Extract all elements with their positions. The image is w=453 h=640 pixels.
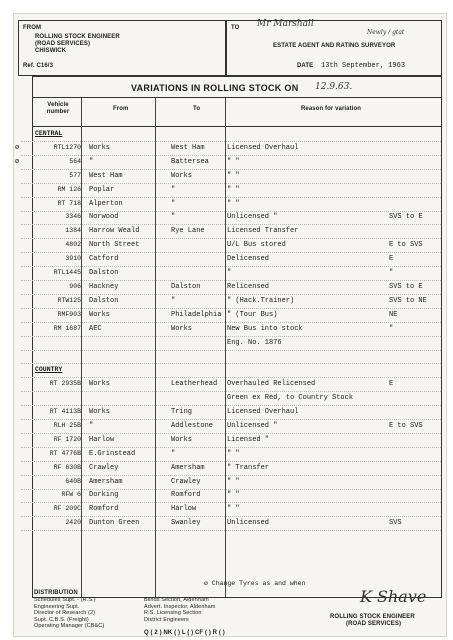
to-cell: Dalston xyxy=(171,282,201,291)
vehicle-number-cell: 2420 xyxy=(65,519,81,527)
distribution-label: DISTRIBUTION xyxy=(34,590,78,596)
to-cell: Works xyxy=(171,171,193,180)
row-rule xyxy=(21,197,441,198)
section-label: COUNTRY xyxy=(35,366,63,374)
distribution-item: Operating Manager (CB&C) xyxy=(34,623,105,629)
table-row xyxy=(21,212,441,225)
table-row xyxy=(15,143,441,156)
table-row xyxy=(21,199,441,212)
reason-cell: U/L Bus stored xyxy=(227,241,286,250)
row-rule xyxy=(21,266,441,267)
signature-title-2: (ROAD SERVICES) xyxy=(346,621,402,627)
row-rule xyxy=(21,502,441,503)
reason-cell: Licensed Overhaul xyxy=(227,143,299,152)
to-cell: West Ham xyxy=(171,143,205,152)
distribution-list-right xyxy=(144,597,216,623)
reason-cell: Relicensed xyxy=(227,282,270,291)
table-row xyxy=(21,518,441,531)
to-cell: " xyxy=(171,185,176,194)
row-rule xyxy=(21,433,441,434)
from-cell: Alperton xyxy=(89,199,123,208)
distribution-item: Supt. C.B.S. (Freight) xyxy=(34,616,89,623)
table-row xyxy=(21,477,441,490)
distribution-item: Advert. Inspector, Aldenham xyxy=(144,603,216,610)
row-rule xyxy=(21,141,441,142)
to-cell: Crawley xyxy=(171,477,201,486)
signature-title-1: ROLLING STOCK ENGINEER xyxy=(330,614,415,620)
from-cell: Works xyxy=(89,380,111,389)
row-rule xyxy=(21,391,441,392)
to-cell: Battersea xyxy=(171,157,209,166)
from-cell: Dunton Green xyxy=(89,519,140,528)
reason-cell: Green ex Red, to Country Stock xyxy=(227,394,354,403)
column-header-row xyxy=(33,97,441,127)
table-row xyxy=(21,310,441,323)
row-rule xyxy=(21,516,441,517)
to-line: ESTATE AGENT AND RATING SURVEYOR xyxy=(273,43,396,49)
table-row xyxy=(21,421,441,434)
reason-cell: Licensed Overhaul xyxy=(227,408,299,416)
to-cell: Swanley xyxy=(171,519,201,528)
reason-cell: Eng. No. 1876 xyxy=(227,338,282,347)
row-rule xyxy=(21,252,441,253)
vehicle-number-cell: RM 126 xyxy=(57,185,81,193)
reason-cell: " " xyxy=(227,157,240,166)
row-rule xyxy=(21,405,441,406)
reason-extra-cell: E xyxy=(389,255,394,264)
table-row xyxy=(21,268,441,281)
vehicle-number-cell: 577 xyxy=(69,171,81,179)
row-rule xyxy=(21,350,441,351)
from-cell: Works xyxy=(89,143,111,152)
reason-cell: " (Hack.Trainer) xyxy=(227,296,295,305)
from-line-1: ROLLING STOCK ENGINEER xyxy=(35,34,120,40)
signature: K Shave xyxy=(360,587,427,606)
title-date: 12.9.63. xyxy=(315,82,353,92)
reason-extra-cell: SVS to NE xyxy=(389,296,427,305)
reason-extra-cell: SVS to E xyxy=(389,282,423,291)
vehicle-number-cell: RLH 25B xyxy=(53,421,81,429)
vehicle-number-cell: RTW125 xyxy=(57,296,81,304)
vehicle-number-cell: RTL1445 xyxy=(53,269,81,276)
table-row xyxy=(21,449,441,462)
vehicle-number-cell: RF 209C xyxy=(53,505,81,513)
row-rule xyxy=(21,211,441,212)
row-rule xyxy=(21,169,441,170)
table-row xyxy=(21,338,441,351)
from-cell: Dalston xyxy=(89,296,119,305)
rows-container xyxy=(15,129,441,589)
row-rule xyxy=(21,530,441,531)
row-rule xyxy=(21,489,441,490)
table-row xyxy=(21,171,441,184)
reason-extra-cell: " xyxy=(389,269,394,277)
distribution-item: Director of Research (2) xyxy=(34,610,96,616)
to-cell: " xyxy=(171,199,176,208)
to-cell: Tring xyxy=(171,408,193,416)
memo-sheet xyxy=(14,14,446,636)
from-box xyxy=(18,20,226,76)
reason-cell: " Transfer xyxy=(227,463,270,472)
handwritten-note: Newly / gtat xyxy=(367,29,405,36)
reason-cell: " " xyxy=(227,449,240,458)
table-row xyxy=(21,226,441,239)
to-cell: Harlow xyxy=(171,505,197,514)
distribution-item: District Engineers xyxy=(144,616,189,623)
vehicle-number-cell: RFW 6 xyxy=(61,491,81,499)
reason-extra-cell: SVS to E xyxy=(389,213,423,222)
ref-label: Ref. C16/3 xyxy=(23,63,54,69)
to-cell: " xyxy=(171,213,176,222)
table-row xyxy=(21,185,441,198)
to-cell: Works xyxy=(171,435,193,444)
table-row xyxy=(21,240,441,253)
from-cell: West Ham xyxy=(89,171,123,180)
col-from: From xyxy=(113,106,129,112)
from-cell: Crawley xyxy=(89,463,119,472)
table-row xyxy=(21,351,441,364)
reason-cell: " " xyxy=(227,185,240,194)
reason-cell: Delicensed xyxy=(227,255,270,264)
date-value: 13th September, 1963 xyxy=(321,62,406,70)
row-rule xyxy=(21,294,441,295)
row-rule xyxy=(21,224,441,225)
distribution-item: Schedules Supt. - (R.S.) xyxy=(34,597,96,603)
vehicle-number-cell: RT 4776B xyxy=(49,449,81,457)
reason-cell: " (Tour Bus) xyxy=(227,310,278,319)
vehicle-number-cell: 4802 xyxy=(65,241,81,249)
reason-extra-cell: E to SVS xyxy=(389,241,423,250)
reason-cell: " " xyxy=(227,477,240,486)
vehicle-number-cell: RT 4113B xyxy=(49,408,81,415)
reason-extra-cell: E to SVS xyxy=(389,421,423,430)
reason-cell: " " xyxy=(227,199,240,208)
vehicle-number-cell: 640B xyxy=(65,477,81,485)
date-label: DATE xyxy=(297,63,314,69)
reason-extra-cell: SVS xyxy=(389,519,402,528)
footnote: ø Change Tyres as and when xyxy=(204,580,306,587)
reason-extra-cell: " xyxy=(389,324,394,333)
row-rule xyxy=(21,363,441,364)
vehicle-number-cell: 564 xyxy=(69,157,81,165)
vehicle-number-cell: 3910 xyxy=(65,255,81,263)
from-cell: AEC xyxy=(89,324,102,333)
row-rule xyxy=(21,447,441,448)
from-cell: Poplar xyxy=(89,185,115,194)
from-cell: Hackney xyxy=(89,282,119,291)
from-cell: Works xyxy=(89,408,111,416)
from-line-2: (ROAD SERVICES) xyxy=(35,41,91,47)
row-rule xyxy=(21,461,441,462)
from-cell: Works xyxy=(89,310,111,319)
handwritten-addressee: Mr Marshall xyxy=(257,19,314,29)
table-row xyxy=(21,324,441,337)
reason-cell: " " xyxy=(227,505,240,514)
from-cell: Amersham xyxy=(89,477,123,486)
vehicle-number-cell: RT 2935B xyxy=(49,380,81,388)
reason-extra-cell: NE xyxy=(389,310,398,319)
table-row xyxy=(21,282,441,295)
table-row xyxy=(21,254,441,267)
reason-cell: Licensed " xyxy=(227,435,270,444)
distribution-item: R.S. Licensing Section xyxy=(144,610,202,616)
from-line-3: CHISWICK xyxy=(35,48,67,54)
tick-mark: ø xyxy=(15,157,20,166)
col-vehicle: Vehicle number xyxy=(46,102,70,115)
vehicle-number-cell: 1384 xyxy=(65,227,81,235)
vehicle-number-cell: RTL1270 xyxy=(53,143,81,151)
table-title: VARIATIONS IN ROLLING STOCK ON xyxy=(131,83,299,93)
distribution-codes: Q ( 2 ) NK ( ) L ( ) CF ( ) R ( ) xyxy=(144,630,225,636)
table-row xyxy=(21,490,441,503)
to-cell: " xyxy=(171,449,176,458)
from-cell: " xyxy=(89,421,94,430)
to-cell: Amersham xyxy=(171,463,205,472)
reason-extra-cell: E xyxy=(389,380,394,389)
vehicle-number-cell: 3346 xyxy=(65,213,81,221)
table-row xyxy=(21,463,441,476)
reason-cell: " " xyxy=(227,171,240,180)
row-rule xyxy=(21,238,441,239)
vehicle-number-cell: RF 1720 xyxy=(53,435,81,443)
to-label: TO xyxy=(231,25,240,31)
to-cell: Romford xyxy=(171,491,201,500)
to-cell: Addlestone xyxy=(171,421,214,430)
vehicle-number-cell: RT 718 xyxy=(57,199,81,207)
from-cell: Dorking xyxy=(89,491,119,500)
from-cell: Harrow Weald xyxy=(89,227,140,236)
vehicle-number-cell: 906 xyxy=(69,282,81,290)
to-box xyxy=(226,20,442,76)
table-row xyxy=(21,435,441,448)
reason-cell: New Bus into stock xyxy=(227,324,303,333)
to-cell: Philadelphia xyxy=(171,310,222,319)
to-cell: Leatherhead xyxy=(171,380,218,389)
tick-mark: ø xyxy=(15,143,20,152)
from-cell: " xyxy=(89,157,94,166)
from-cell: Norwood xyxy=(89,213,119,222)
row-rule xyxy=(21,475,441,476)
row-rule xyxy=(21,322,441,323)
distribution-item: Engineering Supt. xyxy=(34,603,80,610)
vehicle-number-cell: RMF903 xyxy=(57,310,81,318)
reason-cell: Unlicensed " xyxy=(227,213,278,222)
section-label: CENTRAL xyxy=(35,130,63,137)
row-rule xyxy=(21,155,441,156)
row-rule xyxy=(21,377,441,378)
vehicle-number-cell: RM 1687 xyxy=(53,324,81,332)
reason-cell: Overhauled Relicensed xyxy=(227,380,316,389)
reason-cell: Unlicensed " xyxy=(227,421,278,430)
table-row xyxy=(21,504,441,517)
row-rule xyxy=(21,183,441,184)
from-cell: Romford xyxy=(89,505,119,514)
row-rule xyxy=(21,308,441,309)
section-heading-row xyxy=(21,365,441,378)
to-cell: Rye Lane xyxy=(171,227,205,236)
vehicle-number-cell: RF 630B xyxy=(53,463,81,471)
row-rule xyxy=(21,419,441,420)
to-cell: Works xyxy=(171,324,193,333)
distribution-item: Blinds Section, Aldenham xyxy=(144,597,209,603)
distribution-list-left xyxy=(34,597,154,630)
reason-cell: " xyxy=(227,269,232,277)
reason-cell: Unlicensed xyxy=(227,519,270,528)
from-cell: Dalston xyxy=(89,269,119,277)
distribution-block xyxy=(34,590,154,630)
from-cell: North Street xyxy=(89,241,140,250)
table-row xyxy=(21,296,441,309)
variations-table xyxy=(15,76,442,598)
col-reason: Reason for variation xyxy=(301,106,362,112)
reason-cell: " " xyxy=(227,491,240,500)
table-row xyxy=(15,157,441,170)
row-rule xyxy=(21,336,441,337)
from-label: FROM xyxy=(23,25,42,31)
table-row xyxy=(21,393,441,406)
table-row xyxy=(21,379,441,392)
to-cell: " xyxy=(171,296,176,305)
section-heading-row xyxy=(21,129,441,142)
from-cell: E.Grinstead xyxy=(89,449,136,458)
from-cell: Harlow xyxy=(89,435,115,444)
row-rule xyxy=(21,280,441,281)
from-cell: Catford xyxy=(89,255,119,264)
reason-cell: Licensed Transfer xyxy=(227,227,299,236)
table-row xyxy=(21,407,441,420)
col-to: To xyxy=(193,106,201,112)
